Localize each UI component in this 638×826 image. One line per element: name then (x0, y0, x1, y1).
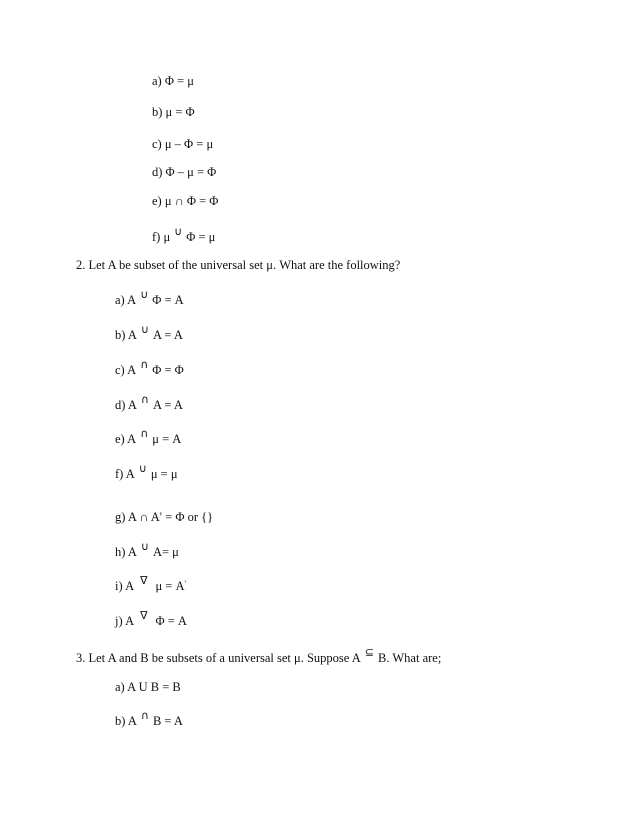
q2-item-e-right: μ = A (152, 432, 182, 446)
q3-item-b-right: B = A (152, 714, 183, 728)
q1-item-e: e) μ ∩ Φ = Φ (152, 194, 219, 208)
intersection-symbol: ∩ (140, 709, 149, 722)
q2-item-f-right: μ = μ (150, 467, 178, 481)
intersection-symbol: ∩ (140, 393, 149, 406)
q2-item-i (115, 574, 186, 596)
q2-item-i-left: i) A (115, 579, 135, 593)
union-symbol: ∪ (174, 225, 183, 238)
union-symbol: ∪ (140, 288, 149, 301)
union-symbol: ∪ (140, 540, 149, 553)
q1-item-f-right: Φ = μ (186, 230, 216, 244)
q2-question: 2. Let A be subset of the universal set μ. What are the following? (76, 258, 401, 272)
q2-item-g: g) A ∩ A' = Φ or {} (115, 510, 214, 524)
q2-item-i-right: μ = A (155, 579, 185, 593)
q3-item-b (115, 709, 183, 730)
q2-item-d (115, 393, 183, 414)
q2-item-b-right: A = A (152, 328, 183, 342)
q1-item-a: a) Φ = μ (152, 74, 194, 88)
nabla-symbol: ∇ (140, 574, 148, 587)
q2-item-a (115, 288, 184, 309)
q1-item-b: b) μ = Φ (152, 105, 195, 119)
q3-item-b-left: b) A (115, 714, 137, 728)
q1-item-f (152, 225, 216, 246)
q2-item-a-left: a) A (115, 293, 137, 307)
q2-item-h (115, 540, 179, 561)
nabla-symbol: ∇ (140, 609, 148, 622)
union-symbol: ∪ (138, 462, 147, 475)
intersection-symbol: ∩ (140, 427, 149, 440)
q3-item-a: a) A U B = B (115, 680, 181, 694)
q2-item-b-left: b) A (115, 328, 137, 342)
q2-item-a-right: Φ = A (152, 293, 184, 307)
q1-item-d: d) Φ – μ = Φ (152, 165, 217, 179)
q2-item-h-right: A= μ (152, 545, 179, 559)
q3-question (76, 646, 442, 667)
q2-item-b (115, 323, 183, 344)
q2-item-c-right: Φ = Φ (152, 363, 184, 377)
q2-item-e-left: e) A (115, 432, 137, 446)
q2-item-j-right: Φ = A (155, 614, 187, 628)
prime-mark: ' (184, 579, 186, 588)
q2-item-h-left: h) A (115, 545, 137, 559)
subset-symbol: ⊆ (364, 646, 375, 659)
q2-item-j (115, 609, 187, 630)
q2-item-d-left: d) A (115, 398, 137, 412)
q2-item-j-left: j) A (115, 614, 135, 628)
q3-question-right: B. What are; (378, 651, 442, 665)
q3-question-left: 3. Let A and B be subsets of a universal set μ. Suppose A (76, 651, 361, 665)
q2-item-c (115, 358, 184, 379)
q1-item-f-left: f) μ (152, 230, 171, 244)
q1-item-c: c) μ – Φ = μ (152, 137, 214, 151)
union-symbol: ∪ (140, 323, 149, 336)
q2-item-f-left: f) A (115, 467, 135, 481)
q2-item-d-right: A = A (152, 398, 183, 412)
q2-item-e (115, 427, 182, 448)
intersection-symbol: ∩ (140, 358, 149, 371)
q2-item-c-left: c) A (115, 363, 137, 377)
q2-item-f (115, 462, 178, 483)
